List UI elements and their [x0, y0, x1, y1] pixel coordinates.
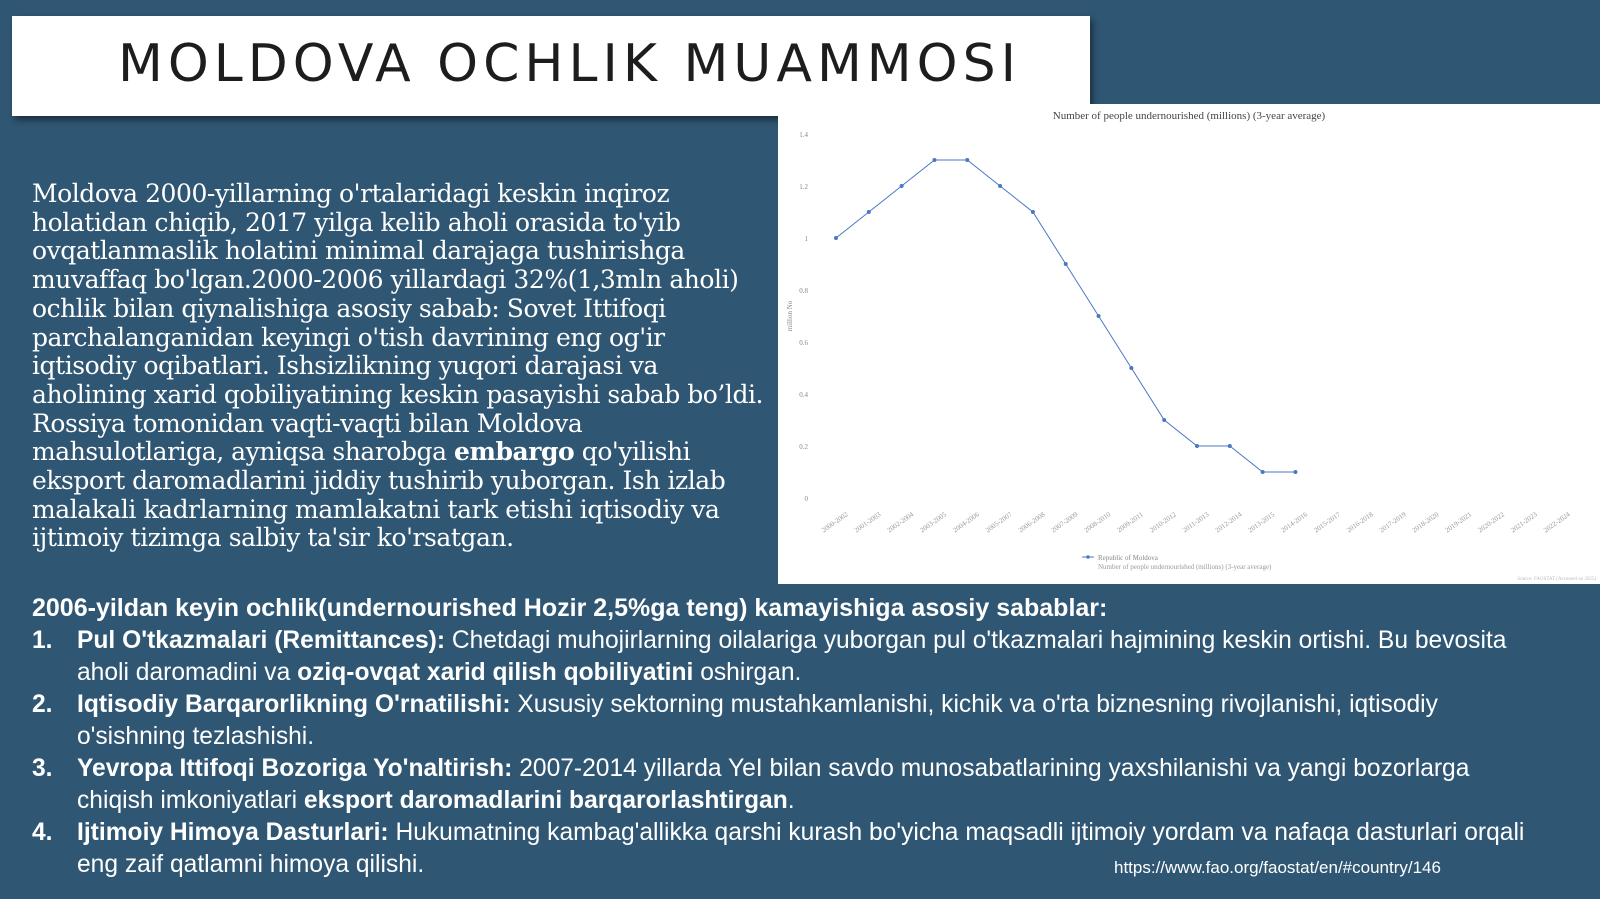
y-tick-label: 0.2 [799, 443, 808, 451]
y-tick-label: 0 [804, 495, 808, 503]
reason-text: Xususiy sektorning mustahkamlanishi, kichik va o'rta biznesning rivojlanishi, iqtisodiy o'sishning tezlashishi. [77, 691, 1438, 750]
x-tick-label: 2005-2007 [984, 510, 1014, 535]
reason-item [32, 689, 1552, 753]
data-point [867, 210, 871, 214]
data-point [1228, 444, 1232, 448]
data-point [1261, 470, 1265, 474]
x-tick-label: 2008-2010 [1082, 510, 1113, 535]
x-tick-label: 2009-2011 [1115, 510, 1145, 535]
x-tick-label: 2007-2009 [1049, 510, 1080, 535]
reasons-list [32, 625, 1552, 881]
reason-text: Hukumatning kambag'allikka qarshi kurash bo'yicha maqsadli ijtimoiy yordam va nafaqa dasturlari orqali eng zaif qatlamni himoya qilishi. [77, 819, 1525, 878]
x-tick-label: 2001-2003 [852, 510, 883, 535]
intro-paragraph [32, 180, 772, 553]
reason-text: 2007-2014 yillarda YeI bilan savdo munosabatlarining yaxshilanishi va yangi bozorlarga chiqish imkoniyatlari [77, 755, 1470, 814]
x-tick-label: 2002-2004 [885, 510, 916, 535]
data-point [1195, 444, 1199, 448]
x-tick-label: 2011-2013 [1181, 510, 1211, 535]
data-point [1097, 314, 1101, 318]
y-tick-label: 1 [804, 235, 808, 243]
x-tick-label: 2018-2020 [1410, 510, 1441, 535]
reason-number: 1. [32, 627, 53, 654]
x-tick-label: 2020-2022 [1476, 510, 1506, 535]
x-tick-label: 2006-2008 [1017, 510, 1047, 535]
reason-title: Yevropa Ittifoqi Bozoriga Yo'naltirish: [77, 755, 513, 782]
data-point [1129, 366, 1133, 370]
reason-text-end: . [787, 787, 795, 814]
intro-text-after: qo'yilishi eksport daromadlarini jiddiy tushirib yuborgan. Ish izlab malakali kadrlarning mamlakatni tark etishi iqtisodiy va ijtimoiy tizimga salbiy ta'sir ko'rsatgan. [32, 437, 726, 553]
chart-footnote: Source: FAOSTAT (Accessed on 2025) [1517, 577, 1596, 582]
chart-title: Number of people undernourished (millions) (3-year average) [1052, 110, 1326, 122]
source-link[interactable]: https://www.fao.org/faostat/en/#country/146 [1114, 858, 1441, 877]
reason-item [32, 753, 1552, 817]
x-tick-label: 2019-2021 [1443, 510, 1474, 535]
reason-title: Pul O'tkazmalari (Remittances): [77, 627, 446, 654]
legend-entry: Republic of Moldova [1098, 554, 1158, 562]
reason-title: Iqtisodiy Barqarorlikning O'rnatilishi: [77, 691, 511, 718]
reason-text: Chetdagi muhojirlarning oilalariga yuborgan pul o'tkazmalari hajmining keskin ortishi. Bu bevosita aholi daromadini va [77, 627, 1507, 686]
y-tick-label: 1.2 [799, 183, 808, 191]
chart-panel [778, 104, 1600, 584]
x-tick-label: 2010-2012 [1148, 510, 1178, 535]
title-box [12, 16, 1090, 116]
intro-text-before: Moldova 2000-yillarning o'rtalaridagi keskin inqiroz holatidan chiqib, 2017 yilga kelib aholi orasida to'yib ovqatlanmaslik holatini minimal darajaga tushirishga muvaffaq bo'lgan.2000-2006 yillardagi 32%(1,3mln aholi) ochlik bilan qiynalishiga asosiy sabab: Sovet Ittifoqi parchalanganidan keyingi o'tish davrining eng og'ir iqtisodiy oqibatlari. Ishsizlikning yuqori darajasi va aholining xarid qobiliyatining keskin pasayishi sabab bo’ldi. Rossiya tomonidan vaqti-vaqti bilan Moldova mahsulotlariga, ayniqsa sharobga [32, 179, 764, 467]
data-point [1031, 210, 1035, 214]
x-tick-label: 2015-2017 [1312, 510, 1342, 535]
x-tick-label: 2013-2015 [1246, 510, 1277, 535]
reason-number: 4. [32, 819, 53, 846]
reason-text-end: oshirgan. [693, 659, 802, 686]
y-axis-label: million No [786, 300, 794, 332]
y-tick-label: 0.8 [799, 287, 808, 295]
reason-emphasis: oziq-ovqat xarid qilish qobiliyatini [297, 659, 694, 686]
data-point [965, 158, 969, 162]
reason-title: Ijtimoiy Himoya Dasturlari: [77, 819, 389, 846]
legend-subtitle: Number of people undernourished (millions) (3-year average) [1098, 563, 1272, 571]
data-point [998, 184, 1002, 188]
y-tick-label: 0.6 [799, 339, 808, 347]
x-tick-label: 2021-2023 [1509, 510, 1539, 535]
x-tick-label: 2016-2018 [1345, 510, 1375, 535]
x-tick-label: 2003-2005 [918, 510, 949, 535]
x-tick-label: 2004-2006 [951, 510, 981, 535]
series-line [836, 160, 1295, 472]
x-tick-label: 2000-2002 [820, 510, 850, 535]
reasons-heading: 2006-yildan keyin ochlik(undernourished Hozir 2,5%ga teng) kamayishiga asosiy sabablar: [32, 594, 1108, 622]
data-point [1162, 418, 1166, 422]
reason-item [32, 625, 1552, 689]
reason-number: 2. [32, 691, 53, 718]
data-point [1064, 262, 1068, 266]
reason-emphasis: eksport daromadlarini barqarorlashtirgan [303, 787, 788, 814]
reason-number: 3. [32, 755, 53, 782]
x-tick-label: 2022-2024 [1542, 510, 1572, 535]
intro-text-bold: embargo [454, 437, 575, 467]
x-tick-label: 2012-2014 [1213, 510, 1244, 535]
legend-marker [1086, 555, 1090, 559]
y-tick-label: 1.4 [799, 131, 808, 139]
data-point [932, 158, 936, 162]
data-point [900, 184, 904, 188]
y-tick-label: 0.4 [799, 391, 808, 399]
x-tick-label: 2017-2019 [1378, 510, 1408, 535]
x-tick-label: 2014-2016 [1279, 510, 1310, 535]
data-point [1293, 470, 1297, 474]
data-point [834, 236, 838, 240]
slide-title: MOLDOVA OCHLIK MUAMMOSI [118, 34, 1021, 94]
undernourished-line-chart [778, 104, 1600, 584]
